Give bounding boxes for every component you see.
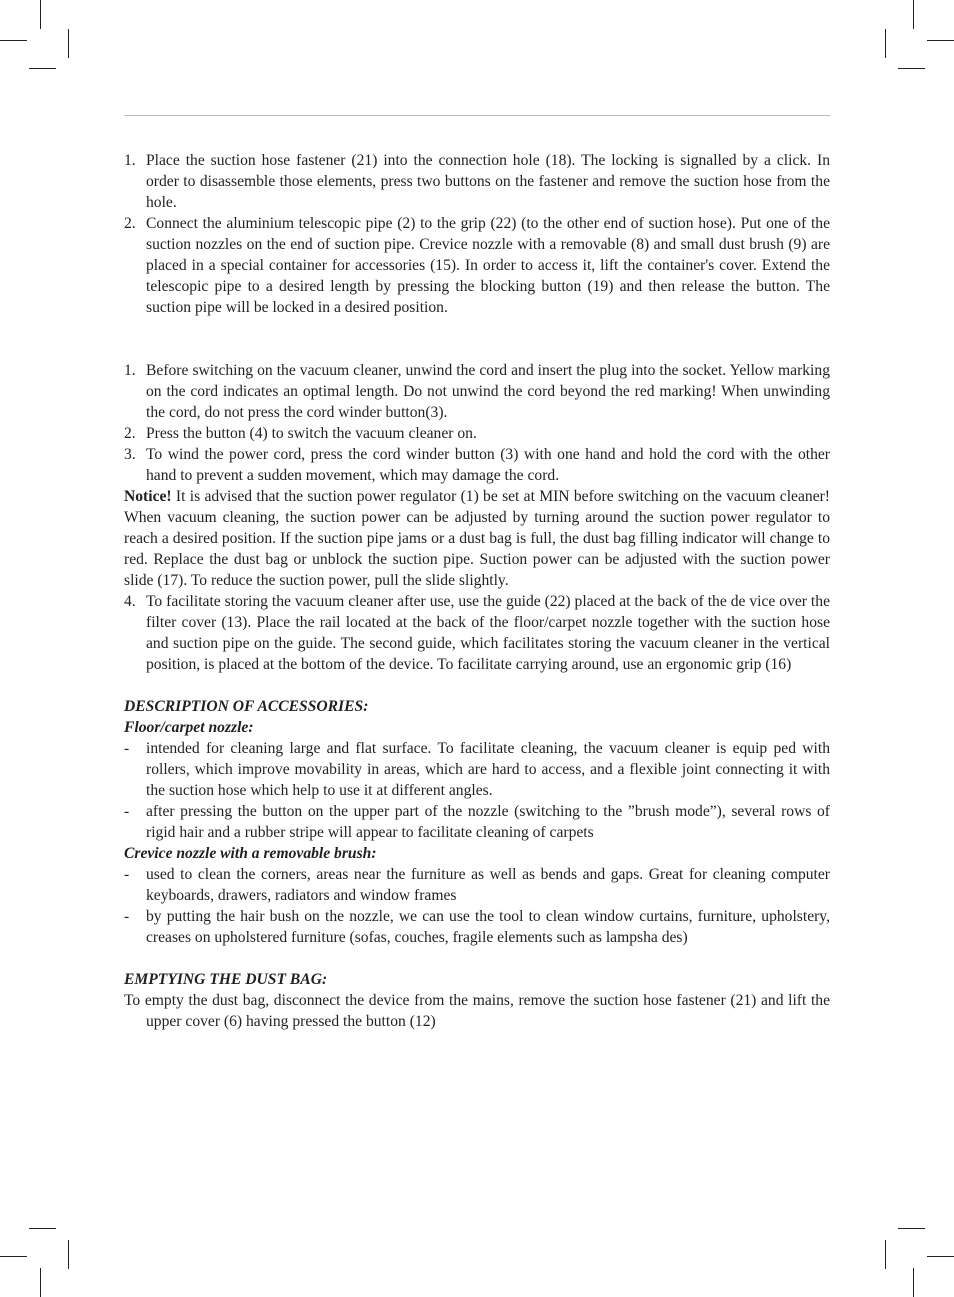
crop-mark	[0, 40, 27, 41]
item-text: Place the suction hose fastener (21) into the connection hole (18). The locking is signalled by a click. In order to disassemble those elements, press two buttons on the fastener and remove the suction hose from the hole.	[146, 152, 830, 211]
crop-mark	[40, 1268, 41, 1297]
item-text: To facilitate storing the vacuum cleaner after use, use the guide (22) placed at the back of the de vice over the filter cover (13). Place the rail located at the back of the floor/carpet nozzle together with the suction hose and suction pipe on the guide. The second guide, which facilitates storing the vacuum cleaner in the vertical position, is placed at the bottom of the device. To facilitate carrying around, use an ergonomic grip (16)	[146, 593, 830, 673]
item-text: Connect the aluminium telescopic pipe (2) to the grip (22) (to the other end of suction hose). Put one of the suction nozzles on the end of suction pipe. Crevice nozzle with a removable (8) and small dust brush (9) are placed in a special container for accessories (15). In order to access it, lift the container's cover. Extend the telescopic pipe to a desired length by pressing the blocking button (19) and then release the button. The suction pipe will be locked in a desired position.	[146, 215, 830, 316]
floor-nozzle-heading: Floor/carpet nozzle:	[124, 719, 254, 736]
spacer	[124, 948, 830, 969]
list-item	[124, 360, 830, 423]
notice-text: It is advised that the suction power regulator (1) be set at MIN before switching on the vacuum cleaner! When vacuum cleaning, the suction power can be adjusted by turning around the suction power regulator to reach a desired position. If the suction pipe jams or a dust bag is full, the dust bag filling indicator will change to red. Replace the dust bag or unblock the suction pipe. Suction power can be adjusted with the suction power slide (17). To reduce the suction power, pull the slide slightly.	[124, 488, 830, 589]
item-text: used to clean the corners, areas near the furniture as well as bends and gaps. Great for cleaning computer keyboards, drawers, radiators and window frames	[146, 866, 830, 904]
list-item	[124, 444, 830, 486]
crop-mark	[885, 1240, 886, 1269]
header-rule	[124, 115, 830, 116]
dash-marker: -	[124, 740, 130, 757]
emptying-heading: EMPTYING THE DUST BAG:	[124, 971, 328, 988]
crop-mark	[29, 68, 56, 69]
list-item	[124, 801, 830, 843]
item-text: Press the button (4) to switch the vacuum cleaner on.	[146, 425, 477, 442]
assembly-list	[124, 150, 830, 318]
item-number: 1.	[124, 152, 136, 169]
crop-mark	[40, 0, 41, 29]
document-body	[124, 150, 830, 1032]
crop-mark	[913, 1268, 914, 1297]
crop-mark	[885, 29, 886, 58]
emptying-text: To empty the dust bag, disconnect the device from the mains, remove the suction hose fastener (21) and lift the upper cover (6) having pressed the button (12)	[124, 992, 830, 1030]
crop-mark	[68, 29, 69, 58]
operation-list	[124, 360, 830, 486]
item-number: 3.	[124, 446, 136, 463]
item-text: by putting the hair bush on the nozzle, we can use the tool to clean window curtains, furniture, upholstery, creases on upholstered furniture (sofas, couches, fragile elements such as lampsha des)	[146, 908, 830, 946]
crop-mark	[68, 1240, 69, 1269]
crop-mark	[29, 1228, 56, 1229]
notice-label: Notice!	[124, 488, 172, 505]
item-text: To wind the power cord, press the cord winder button (3) with one hand and hold the cord with the other hand to prevent a sudden movement, which may damage the cord.	[146, 446, 830, 484]
crop-mark	[0, 1256, 27, 1257]
spacer	[124, 318, 830, 360]
list-item	[124, 906, 830, 948]
dash-marker: -	[124, 866, 130, 883]
item-text: Before switching on the vacuum cleaner, unwind the cord and insert the plug into the socket. Yellow marking on the cord indicates an optimal length. Do not unwind the cord beyond the red marking! When unwinding the cord, do not press the cord winder button(3).	[146, 362, 830, 421]
accessories-heading: DESCRIPTION OF ACCESSORIES:	[124, 698, 369, 715]
crop-mark	[927, 40, 954, 41]
storage-list	[124, 591, 830, 675]
dash-marker: -	[124, 803, 130, 820]
item-number: 1.	[124, 362, 136, 379]
crop-mark	[927, 1256, 954, 1257]
crop-mark	[898, 1228, 925, 1229]
list-item	[124, 213, 830, 318]
list-item	[124, 150, 830, 213]
list-item	[124, 864, 830, 906]
list-item	[124, 591, 830, 675]
item-number: 4.	[124, 593, 136, 610]
item-text: after pressing the button on the upper part of the nozzle (switching to the ”brush mode”), several rows of rigid hair and a rubber stripe will appear to facilitate cleaning of carpets	[146, 803, 830, 841]
crevice-nozzle-heading: Crevice nozzle with a removable brush:	[124, 845, 377, 862]
crop-mark	[913, 0, 914, 29]
list-item	[124, 423, 830, 444]
crop-mark	[898, 68, 925, 69]
dash-marker: -	[124, 908, 130, 925]
list-item	[124, 738, 830, 801]
item-text: intended for cleaning large and flat surface. To facilitate cleaning, the vacuum cleaner is equip ped with rollers, which improve movability in areas, which are hard to access, and a flexible joint connecting it with the suction hose which help to use it at different angles.	[146, 740, 830, 799]
item-number: 2.	[124, 215, 136, 232]
item-number: 2.	[124, 425, 136, 442]
spacer	[124, 675, 830, 696]
notice-paragraph	[124, 486, 830, 591]
